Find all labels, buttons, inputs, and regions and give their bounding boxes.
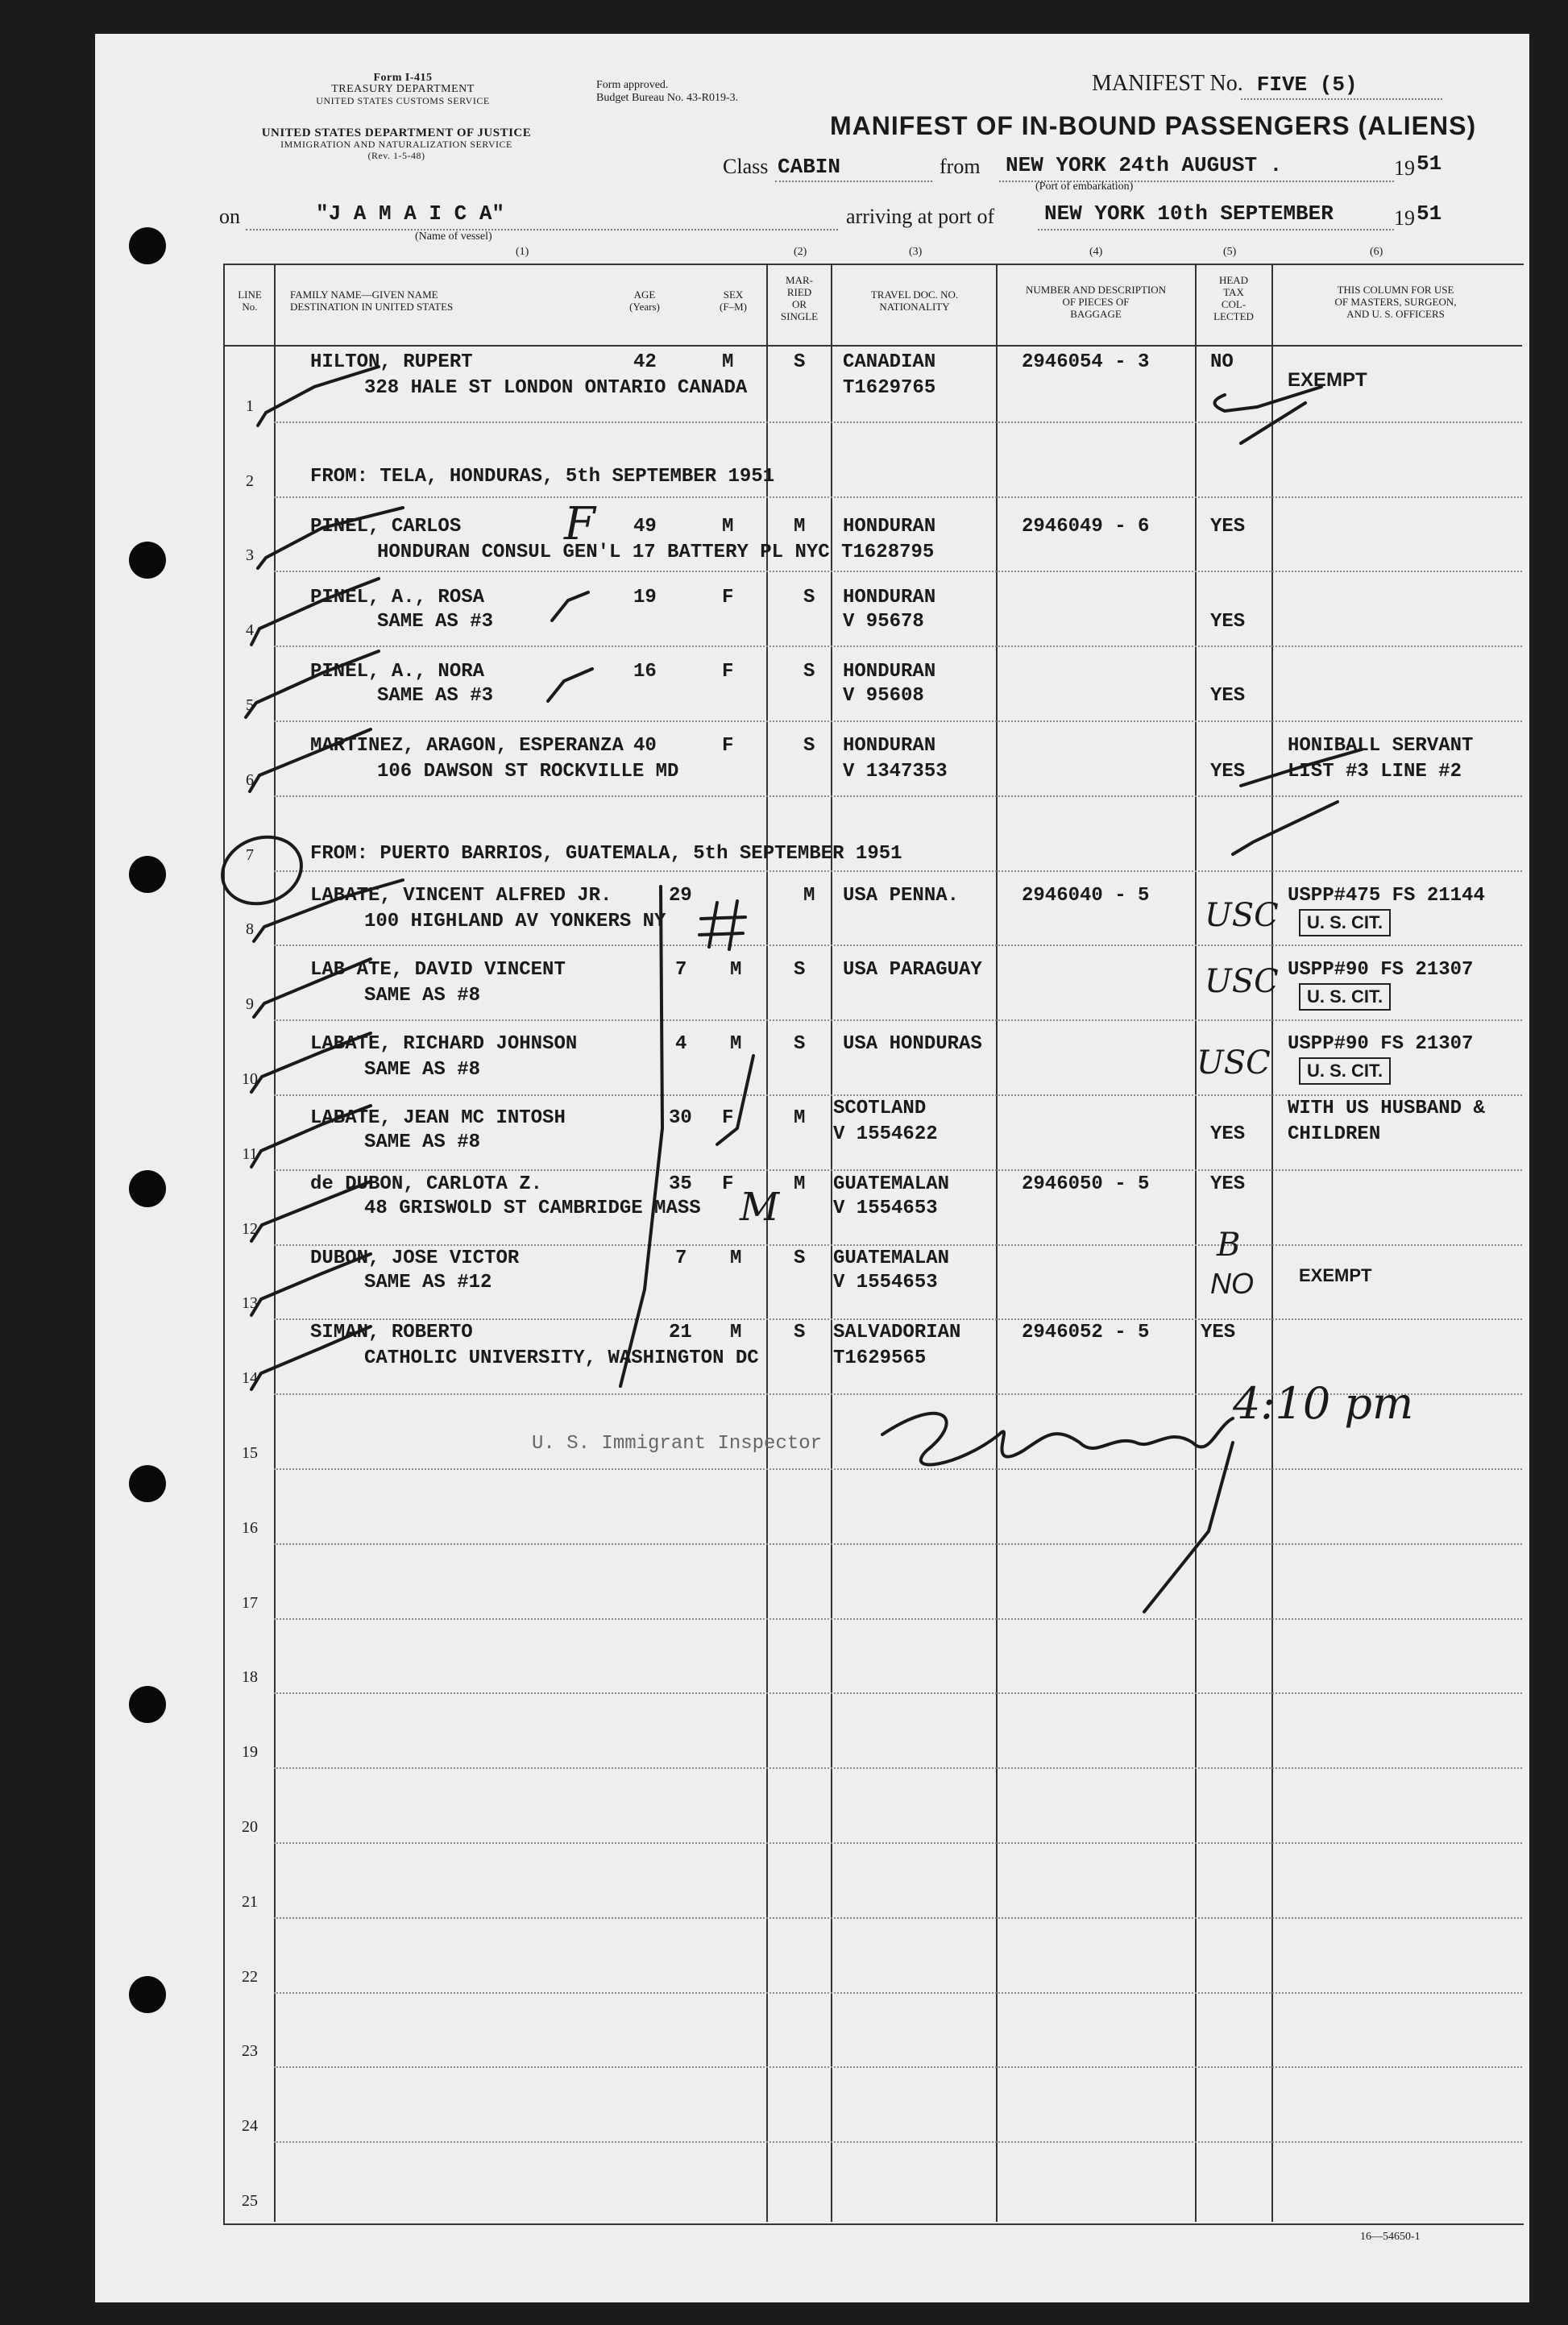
budget-bureau: Budget Bureau No. 43-R019-3. (596, 92, 739, 104)
r10-marital: S (794, 1033, 806, 1055)
check-mark (254, 880, 403, 941)
line-number: 16 (242, 1518, 258, 1537)
line-number: 7 (246, 845, 254, 864)
r14-marital: S (794, 1322, 806, 1343)
r8-age: 29 (669, 885, 692, 907)
r9-name: LAB ATE, DAVID VINCENT (310, 959, 566, 981)
r3-marital: M (794, 516, 806, 538)
r6-officer-note-2: LIST #3 LINE #2 (1288, 761, 1462, 783)
r3-nationality: HONDURAN (843, 516, 936, 538)
r4-head-tax: YES (1210, 611, 1246, 633)
line-number: 5 (246, 696, 254, 714)
r1-doc: T1629765 (843, 377, 936, 399)
r11-head-tax: YES (1210, 1123, 1246, 1145)
check-mark (1215, 387, 1322, 411)
r12-age: 35 (669, 1173, 692, 1195)
r13-exempt-note: EXEMPT (1299, 1265, 1372, 1285)
check-mark (1233, 802, 1338, 854)
r13-destination: SAME AS #12 (364, 1272, 492, 1293)
r13-sex: M (730, 1248, 742, 1269)
check-mark (258, 367, 379, 426)
r9-sex: M (730, 959, 742, 981)
form-revision: (Rev. 1-5-48) (367, 150, 425, 161)
r5-destination: SAME AS #3 (377, 685, 494, 707)
year-prefix-2: 19 (1394, 206, 1415, 230)
hdr-travel-doc: TRAVEL DOC. NO. NATIONALITY (870, 289, 959, 313)
line-number: 20 (242, 1818, 258, 1836)
r5-age: 16 (633, 661, 657, 683)
r7-from-heading: FROM: PUERTO BARRIOS, GUATEMALA, 5th SEPTEMBER 1951 (310, 843, 902, 865)
r3-destination: HONDURAN CONSUL GEN'L 17 BATTERY PL NYC T1628795 (377, 542, 935, 563)
line-number: 8 (246, 920, 254, 939)
r14-nationality: SALVADORIAN (833, 1322, 961, 1343)
inspector-caption: U. S. Immigrant Inspector (532, 1433, 823, 1455)
line-number: 22 (242, 1967, 258, 1986)
form-number: Form I-415 (373, 72, 433, 84)
year-embark: 51 (1417, 152, 1442, 176)
r14-head-tax: YES (1201, 1322, 1236, 1343)
line-number: 10 (242, 1070, 258, 1088)
hdr-age: AGE (Years) (629, 289, 660, 313)
dept-customs: UNITED STATES CUSTOMS SERVICE (316, 95, 490, 106)
col-num-1: (1) (516, 246, 529, 258)
r11-marital: M (794, 1107, 806, 1129)
line-number: 3 (246, 546, 254, 565)
r10-us-cit-stamp: U. S. CIT. (1299, 1057, 1391, 1085)
r8-baggage: 2946040 - 5 (1022, 885, 1150, 907)
arrival-port: NEW YORK 10th SEPTEMBER (1044, 201, 1334, 226)
handwritten-f: F (564, 498, 595, 550)
r5-name: PINEL, A., NORA (310, 661, 485, 683)
r13-age: 7 (675, 1248, 687, 1269)
from-label: from (940, 155, 981, 178)
r6-name: MARTINEZ, ARAGON, ESPERANZA (310, 735, 624, 757)
r13-head-tax: NO (1210, 1267, 1254, 1300)
line-number: 24 (242, 2117, 258, 2136)
check-mark (250, 729, 371, 791)
hdr-line-no: LINE No. (238, 289, 262, 313)
line-number: 21 (242, 1892, 258, 1911)
line-number: 19 (242, 1743, 258, 1762)
r12-destination: 48 GRISWOLD ST CAMBRIDGE MASS (364, 1198, 701, 1219)
hash-mark (699, 901, 745, 949)
handwritten-m: M (740, 1185, 780, 1230)
check-mark (251, 579, 379, 645)
signature-tail (1144, 1443, 1233, 1612)
r8-marital: M (803, 885, 815, 907)
r13-nationality: GUATEMALAN (833, 1248, 950, 1269)
r4-sex: F (722, 587, 734, 608)
dept-justice: UNITED STATES DEPARTMENT OF JUSTICE (261, 127, 532, 139)
year-prefix: 19 (1394, 156, 1415, 180)
check-mark (251, 1033, 371, 1092)
r9-age: 7 (675, 959, 687, 981)
r4-doc: V 95678 (843, 611, 924, 633)
r13-doc: V 1554653 (833, 1272, 938, 1293)
r6-doc: V 1347353 (843, 761, 948, 783)
r3-head-tax: YES (1210, 516, 1246, 538)
r4-name: PINEL, A., ROSA (310, 587, 485, 608)
r11-age: 30 (669, 1107, 692, 1129)
handwritten-b: B (1217, 1227, 1241, 1264)
r8-passport: USPP#475 FS 21144 (1288, 885, 1485, 907)
r10-name: LABATE, RICHARD JOHNSON (310, 1033, 578, 1055)
class-label: Class (723, 155, 769, 178)
r11-destination: SAME AS #8 (364, 1131, 481, 1153)
r10-nationality: USA HONDURAS (843, 1033, 982, 1055)
r3-age: 49 (633, 516, 657, 538)
handwritten-time: 4:10 pm (1233, 1378, 1414, 1429)
r3-baggage: 2946049 - 6 (1022, 516, 1150, 538)
check-mark (552, 592, 588, 621)
r1-nationality: CANADIAN (843, 351, 936, 373)
hdr-officers: THIS COLUMN FOR USE OF MASTERS, SURGEON, AND U. S. OFFICERS (1334, 284, 1457, 320)
r14-sex: M (730, 1322, 742, 1343)
check-mark (251, 1181, 371, 1241)
r8-nationality: USA PENNA. (843, 885, 960, 907)
hdr-head-tax: HEAD TAX COL- LECTED (1213, 274, 1254, 322)
col-num-6: (6) (1370, 246, 1383, 258)
r8-destination: 100 HIGHLAND AV YONKERS NY (364, 911, 666, 932)
r1-baggage: 2946054 - 3 (1022, 351, 1150, 373)
r1-destination: 328 HALE ST LONDON ONTARIO CANADA (364, 377, 748, 399)
r14-doc: T1629565 (833, 1347, 927, 1369)
line-number: 12 (242, 1219, 258, 1238)
r10-sex: M (730, 1033, 742, 1055)
r13-name: DUBON, JOSE VICTOR (310, 1248, 520, 1269)
r9-marital: S (794, 959, 806, 981)
year-arrival: 51 (1417, 201, 1442, 226)
class-value: CABIN (778, 155, 841, 179)
manifest-title: MANIFEST OF IN-BOUND PASSENGERS (ALIENS) (830, 111, 1477, 140)
r6-sex: F (722, 735, 734, 757)
r6-officer-note-1: HONIBALL SERVANT (1288, 735, 1474, 757)
check-mark (548, 669, 592, 701)
r13-marital: S (794, 1248, 806, 1269)
r5-doc: V 95608 (843, 685, 924, 707)
line-number: 17 (242, 1593, 258, 1612)
r4-age: 19 (633, 587, 657, 608)
r5-sex: F (722, 661, 734, 683)
r9-nationality: USA PARAGUAY (843, 959, 982, 981)
r12-sex: F (722, 1173, 734, 1195)
inspector-signature (882, 1414, 1233, 1465)
hdr-baggage: NUMBER AND DESCRIPTION OF PIECES OF BAGGAGE (1025, 284, 1167, 320)
line-number: 11 (242, 1144, 258, 1163)
check-mark (254, 959, 371, 1017)
r10-passport: USPP#90 FS 21307 (1288, 1033, 1474, 1055)
r11-name: LABATE, JEAN MC INTOSH (310, 1107, 566, 1129)
r3-sex: M (722, 516, 734, 538)
r11-nationality: SCOTLAND (833, 1098, 927, 1119)
r3-name: PINEL, CARLOS (310, 516, 462, 538)
handwritten-usc-10: USC (1197, 1044, 1271, 1082)
r4-nationality: HONDURAN (843, 587, 936, 608)
r11-officer-note-2: CHILDREN (1288, 1123, 1381, 1145)
line-number: 15 (242, 1444, 258, 1462)
r6-destination: 106 DAWSON ST ROCKVILLE MD (377, 761, 679, 783)
dept-ins: IMMIGRATION AND NATURALIZATION SERVICE (280, 139, 512, 150)
manifest-number: FIVE (5) (1256, 73, 1358, 97)
r10-age: 4 (675, 1033, 687, 1055)
line-number: 14 (242, 1369, 258, 1388)
handwritten-usc-8: USC (1205, 897, 1279, 934)
r5-nationality: HONDURAN (843, 661, 936, 683)
r9-destination: SAME AS #8 (364, 985, 481, 1007)
r1-age: 42 (633, 351, 657, 373)
r1-exempt-note: EXEMPT (1288, 369, 1367, 391)
r1-head-tax: NO (1210, 351, 1234, 373)
r14-age: 21 (669, 1322, 692, 1343)
r11-officer-note-1: WITH US HUSBAND & (1288, 1098, 1485, 1119)
check-mark (251, 1106, 371, 1167)
r5-head-tax: YES (1210, 685, 1246, 707)
port-of-embarkation: NEW YORK 24th AUGUST . (1006, 153, 1283, 177)
col-num-3: (3) (909, 246, 923, 258)
form-print-code: 16—54650-1 (1360, 2231, 1421, 2243)
r8-us-cit-stamp: U. S. CIT. (1299, 909, 1391, 936)
col-num-4: (4) (1089, 246, 1103, 258)
embark-caption: (Port of embarkation) (1035, 181, 1134, 193)
arriving-label: arriving at port of (846, 205, 995, 228)
check-mark (251, 1254, 371, 1315)
handwritten-usc-9: USC (1205, 963, 1279, 1000)
r6-marital: S (803, 735, 815, 757)
r9-us-cit-stamp: U. S. CIT. (1299, 983, 1391, 1011)
r11-doc: V 1554622 (833, 1123, 938, 1145)
bracket-line (620, 886, 662, 1386)
hdr-name: FAMILY NAME—GIVEN NAME DESTINATION IN UNITED STATES (290, 289, 454, 313)
manifest-label: MANIFEST No. (1092, 71, 1243, 96)
form-approved: Form approved. (596, 79, 669, 91)
r6-head-tax: YES (1210, 761, 1246, 783)
r12-doc: V 1554653 (833, 1198, 938, 1219)
on-label: on (219, 205, 240, 228)
line-number: 9 (246, 995, 254, 1014)
check-mark (258, 508, 403, 568)
line-number: 18 (242, 1668, 258, 1687)
r14-baggage: 2946052 - 5 (1022, 1322, 1150, 1343)
hdr-sex: SEX (F–M) (720, 289, 747, 313)
r14-destination: CATHOLIC UNIVERSITY, WASHINGTON DC (364, 1347, 759, 1369)
check-mark (246, 651, 379, 717)
r6-nationality: HONDURAN (843, 735, 936, 757)
dept-treasury: TREASURY DEPARTMENT (331, 83, 475, 95)
line-number: 1 (246, 396, 254, 415)
r12-marital: M (794, 1173, 806, 1195)
col-num-2: (2) (794, 246, 807, 258)
r1-sex: M (722, 351, 734, 373)
check-mark (251, 1326, 371, 1389)
vessel-caption: (Name of vessel) (415, 230, 492, 243)
hdr-married: MAR- RIED OR SINGLE (780, 274, 819, 322)
r6-age: 40 (633, 735, 657, 757)
line-number: 4 (246, 621, 254, 640)
r12-name: de DUBON, CARLOTA Z. (310, 1173, 543, 1195)
r8-name: LABATE, VINCENT ALFRED JR. (310, 885, 612, 907)
r4-destination: SAME AS #3 (377, 611, 494, 633)
r9-passport: USPP#90 FS 21307 (1288, 959, 1474, 981)
r4-marital: S (803, 587, 815, 608)
r12-baggage: 2946050 - 5 (1022, 1173, 1150, 1195)
r10-destination: SAME AS #8 (364, 1059, 481, 1081)
r12-head-tax: YES (1210, 1173, 1246, 1195)
circle-mark (213, 826, 310, 914)
r5-marital: S (803, 661, 815, 683)
col-num-5: (5) (1223, 246, 1237, 258)
line-number: 13 (242, 1294, 258, 1313)
r11-sex: F (722, 1107, 734, 1129)
line-number: 6 (246, 770, 254, 789)
r14-name: SIMAN, ROBERTO (310, 1322, 473, 1343)
r1-marital: S (794, 351, 806, 373)
check-mark (1241, 749, 1362, 786)
vessel-name: "J A M A I C A" (316, 201, 505, 226)
check-mark (717, 1056, 753, 1144)
line-number: 25 (242, 2192, 258, 2210)
r1-name: HILTON, RUPERT (310, 351, 473, 373)
r12-nationality: GUATEMALAN (833, 1173, 950, 1195)
line-number: 23 (242, 2042, 258, 2061)
r2-from-heading: FROM: TELA, HONDURAS, 5th SEPTEMBER 1951 (310, 466, 775, 488)
line-number: 2 (246, 471, 254, 490)
